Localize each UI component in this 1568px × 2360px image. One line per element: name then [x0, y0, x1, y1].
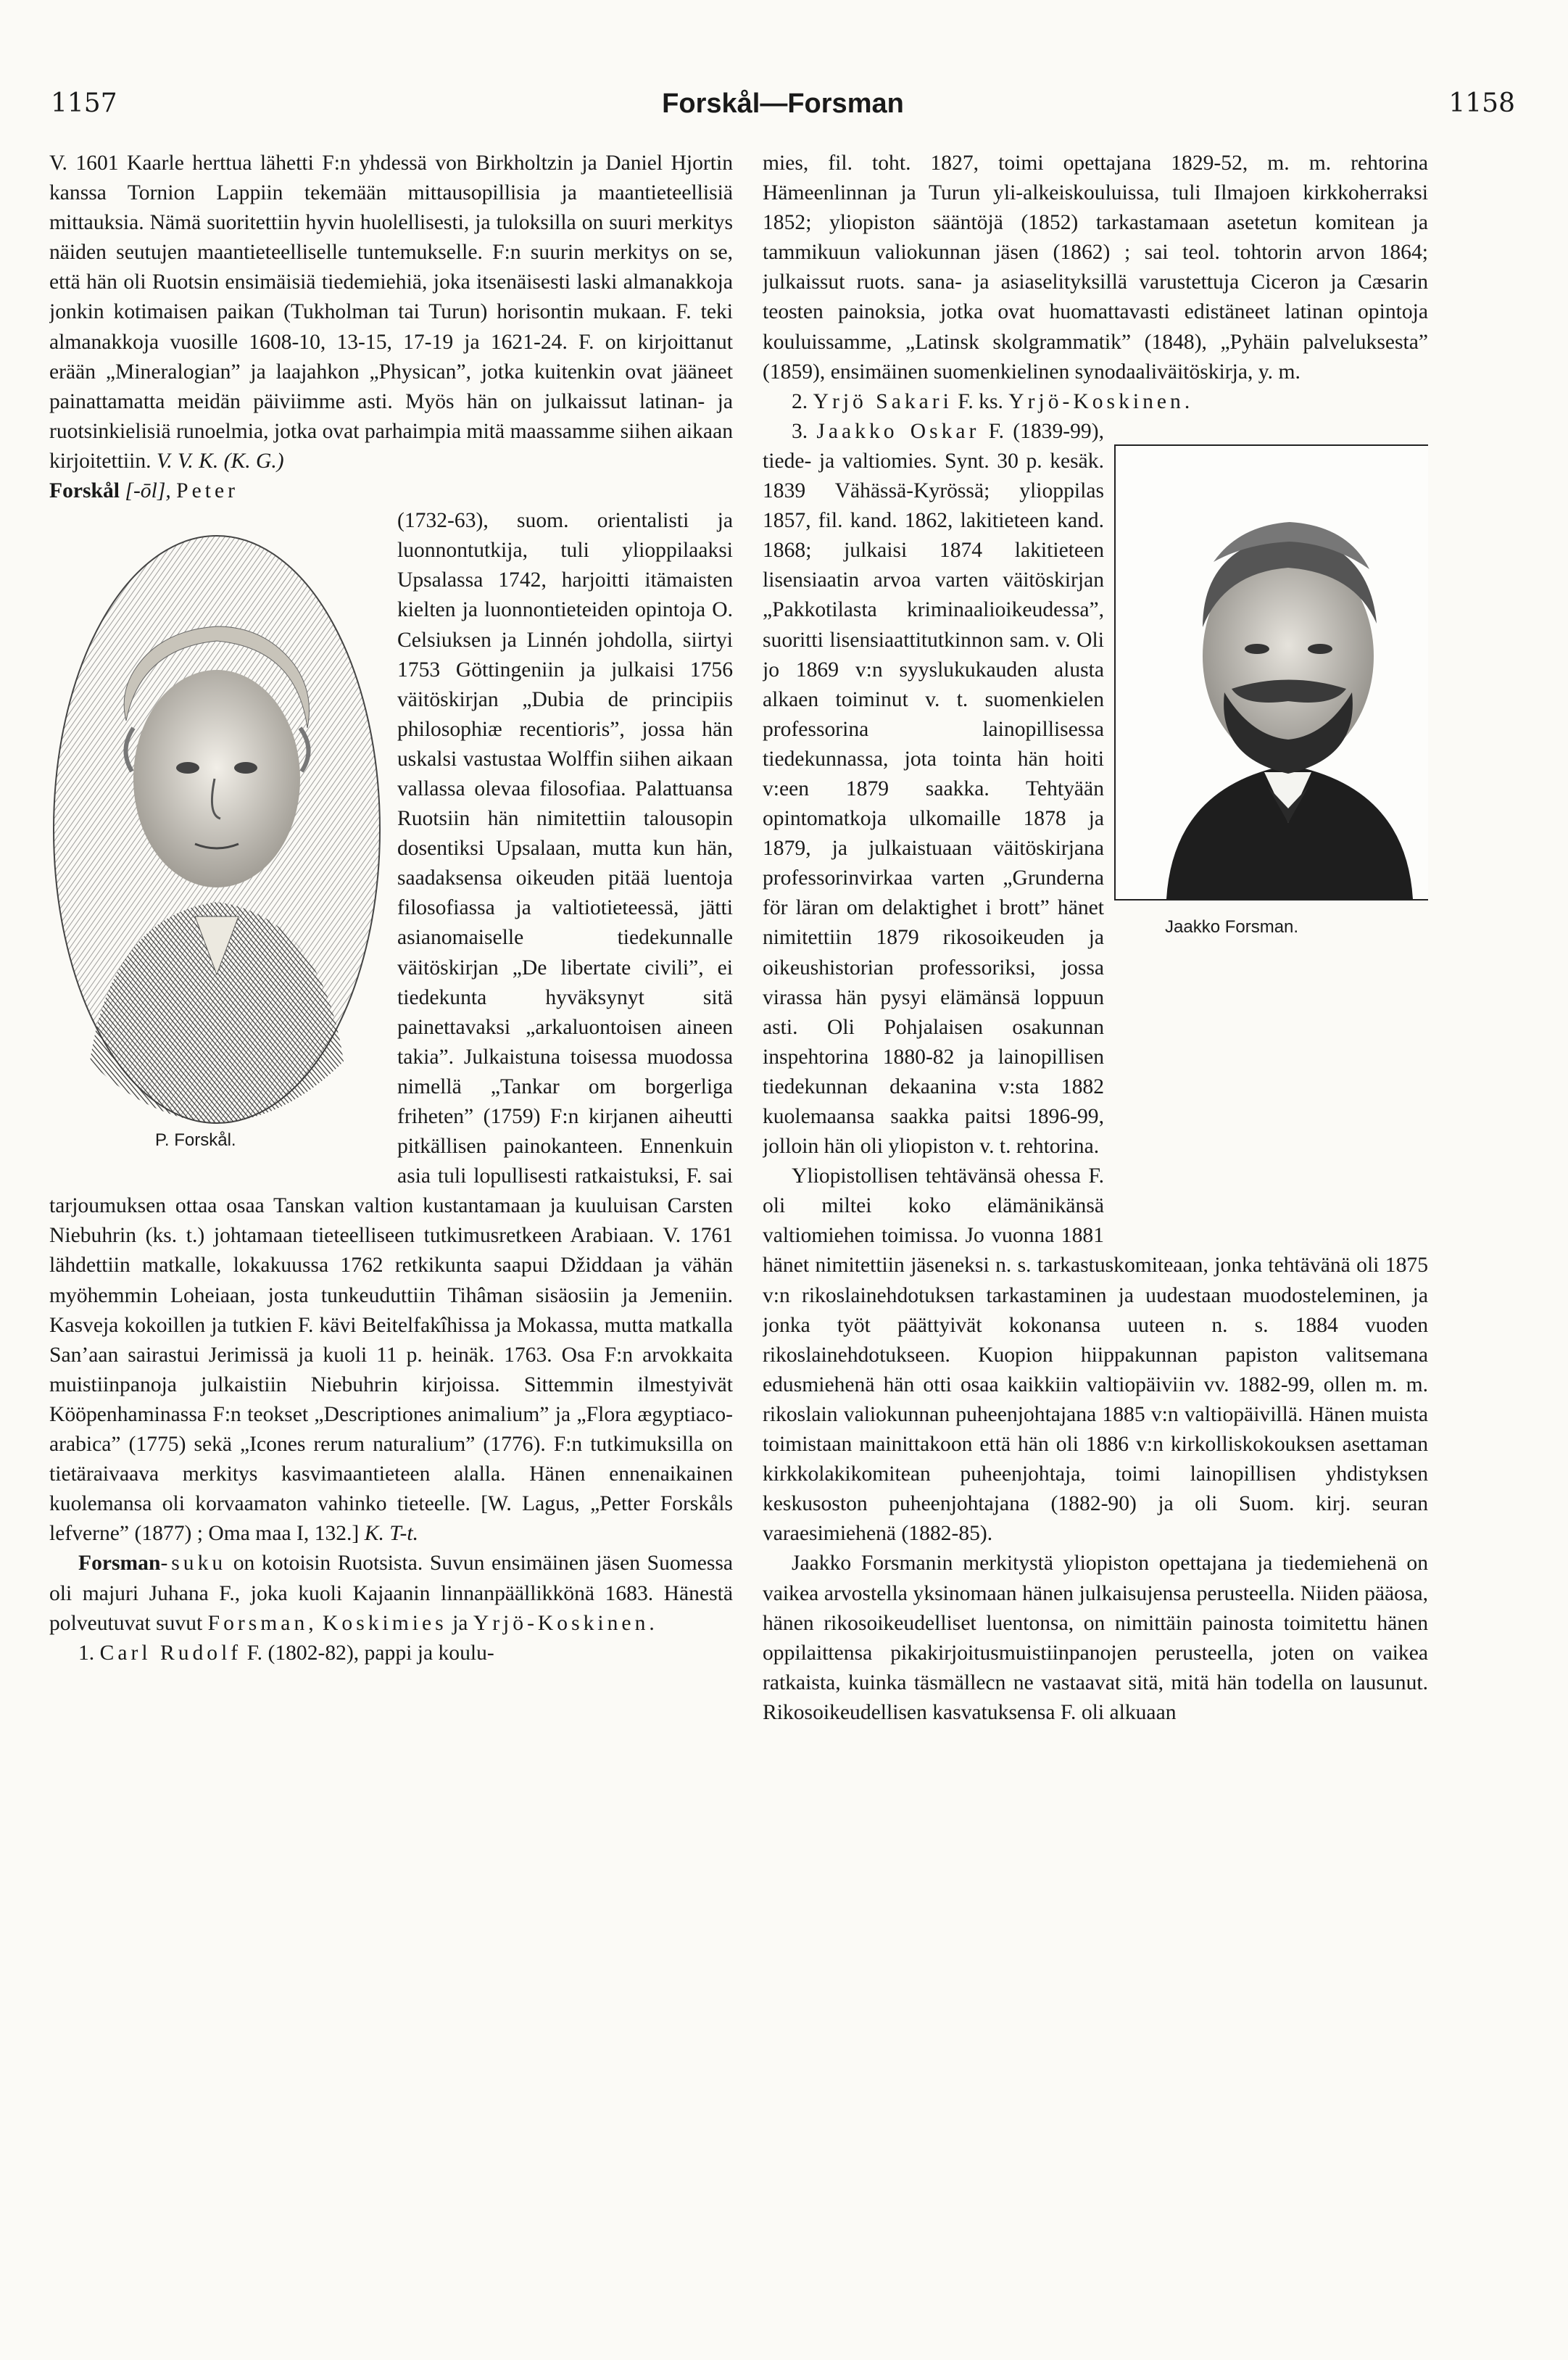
- jaakko-forsman-photo: [1114, 444, 1428, 1235]
- right-column: [763, 149, 1428, 2331]
- entry-jaakko-oskar: 3. Jaakko Oskar F. (1839-99), tiede- ja valtiomies. Synt. 30 p. kesäk. 1839 Vähässä-Kyrössä; ylioppilas 1857, fil. kand. 1862, lakitieteen kand. 1868; julkaisi 1874 lakitieteen lisensiaatin arvoa varten väitöskirjan „Pakkotilasta kriminaalioikeudessa”, suoritti lisensiaattitutkinnon sam. v. Oli jo 1869 v:n syyslukukauden alusta alkaen toiminut v. t. suomenkielen professorina lainopillisessa tiedekunnassa, jota tointa hän hoiti v:een 1879 saakka. Tehtyään opintomatkoja ulkomaille 1878 ja 1879, ja julkaistuaan väitöskirjana professorinvirkaa varten „Grunderna för läran om delaktighet i brott” hänet nimitettiin 1879 rikosoikeuden ja oikeushistorian professoriksi, jossa virassa hän pysyi elämänsä loppuun asti. Oli Pohjalaisen osakunnan inspehtorina 1880-82 ja lainopillisen tiedekunnan dekaanina v:sta 1882 kuolemaansa saakka paitsi 1896-99, jolloin hän oli yliopiston v. t. rehtorina.: [763, 419, 1104, 1159]
- entry-forskal-body: (1732-63), suom. orientalisti ja luonnontutkija, tuli ylioppilaaksi Upsalassa 1742, harjoitti itämaisten kielten ja luonnontieteiden opintoja O. Celsiuksen ja Linnén johdolla, siirtyi 1753 Göttingeniin ja julkaisi 1756 väitöskirjan „Dubia de principiis philosophiæ recentioris”, jossa hän uskalsi vastustaa Wolffin siihen aikaan vallassa olevaa filosofiaa. Palattuansa Ruotsiin hän nimitettiin talousopin dosentiksi Upsalaan, mutta kun hän, saadaksensa oikeuden pitää luentoja filosofiassa ja valtiotieteessä, jätti asianomaiselle tiedekunnalle väitöskirjan „De libertate civili”, ei tiedekunta hyväksynyt sitä painettavaksi „arkaluontoisen aineen takia”. Julkaistuna toisessa muodossa nimellä „Tankar om borgerliga friheten” (1759) F:n kirjanen aiheutti pitkällisen painokanteen. Ennenkuin asia tuli lopullisesti ratkaistuksi, F. sai tarjoumuksen ottaa osaa Tanskan valtion kustantamaan ja kuuluisan Carsten Niebuhrin (ks. t.) johtamaan tieteelliseen tutkimusretkeen Arabiaan. V. 1761 lähdettiin matkalle, lokakuussa 1762 retkikunta saapui Džiddaan ja vähän myöhemmin Loheiaan, josta tunkeuduttiin Tihâman sisäosiin ja Jemeniin. Kasveja kokoillen ja tutkien F. kävi Beitelfakîhissa ja Mokassa, mutta matkalla San’aan sairastui Jerimissä ja kuoli 11 p. heinäk. 1763. Osa F:n arvokkaita muistiinpanoja julkaistiin Niebuhrin kirjoissa. Sittemmin ilmestyivät Kööpenhaminassa F:n teokset „Descriptiones animalium” ja „Flora ægyptiaco-arabica” (1775) sekä „Icones rerum naturalium” (1776). F:n tutkimuksilla on tietäraivaava merkitys kasvimaantieteen alalla. Hänen ennenaikainen kuolemansa oli korvaamaton vahinko tieteelle. [W. Lagus, „Petter Forskåls lefverne” (1877) ; Oma maa I, 132.] K. T-t.: [49, 509, 733, 1546]
- left-column: [49, 149, 733, 2331]
- portrait-caption: P. Forskål.: [155, 1130, 236, 1151]
- signature: V. V. K. (K. G.): [156, 449, 284, 473]
- paragraph: V. 1601 Kaarle herttua lähetti F:n yhdessä von Birkholtzin ja Daniel Hjortin kanssa Tornion Lappiin tekemään mittausopillisia ja maantieteellisiä mittauksia. Nämä suoritettiin hyvin huolellisesti, ja tuloksilla on suuri merkitys näiden seutujen maantieteelliselle tuntemukselle. F:n suurin merkitys on se, että hän oli Ruotsin ensimäisiä tiedemiehiä, joka itsenäisesti laski almanakkoja jonkin kotimaisen paikan (Tukholman tai Turun) horisontin mukaan. F. teki almanakkoja vuosille 1608-10, 13-15, 17-19 ja 1621-24. F. on kirjoittanut erään „Mineralogian” ja laajahkon „Physican”, jotka kuitenkin ovat jääneet painattamatta meidän päiviimme asti. Myös hän on julkaissut latinan- ja ruotsinkielisiä runoelmia, jotka ovat parhaimpia mitä maassamme siihen aikaan kirjoitettiin. V. V. K. (K. G.): [49, 152, 733, 473]
- paragraph: Jaakko Forsmanin merkitystä yliopiston opettajana ja tiedemiehenä on vaikea arvostella yksinomaan hänen julkaisujensa perusteella. Niiden pääosa, hänen rikosoikeudelliset luentonsa, on nimittäin painosta toimitettu hänen oppilaittensa pikakirjoitusmuistiinpanojen perusteella, joten on vaikea ratkaista, kuinka täsmällecn ne vastaavat sitä, mitä hän todella on lausunut. Rikosoikeudellisen kasvatuksensa F. oli alkuaan: [763, 1552, 1428, 1724]
- entry-forsman-suku: Forsman-suku on kotoisin Ruotsista. Suvun ensimäinen jäsen Suomessa oli majuri Juhana F., joka kuoli Kajaanin linnanpäällikkönä 1683. Hänestä polveutuvat suvut Forsman, Koskimies ja Yrjö-Koskinen.: [49, 1552, 733, 1635]
- entry-forskal: Forskål [-ōl], Peter: [49, 479, 238, 503]
- headword: Forskål: [49, 479, 120, 503]
- photo-caption: Jaakko Forsman.: [1165, 916, 1299, 937]
- paragraph: Yliopistollisen tehtävänsä ohessa F. oli miltei koko elämänikänsä valtiomiehen toimissa. Jo vuonna 1881 hänet nimitettiin jäseneksi n. s. tarkastuskomiteaan, jonka tehtävänä oli 1875 v:n rikoslainehdotuksen tarkastaminen ja uudestaan muodosteleminen, ja jonka työt päättyivät kokonansa uuteen n. s. 1884 vuoden rikoslainehdotukseen. Kuopion hiippakunnan papiston valitsemana edusmiehenä hän otti osaa kaikkiin valtiopäiviin vv. 1882-99, ollen m. m. rikoslain valiokunnan puheenjohtajana 1885 v:n valtiopäivillä. Hänen muista toimistaan mainittakoon että hän oli 1886 v:n kirkolliskokouksen asettaman kirkkolakikomitean puheenjohtaja, toimi lainopillisen yhdistyksen keskusoston puheenjohtajana (1882-90) ja oli Suom. kirj. seuran varaesimiehenä (1882-85).: [763, 1164, 1428, 1546]
- photographic-portrait-icon: [1116, 446, 1428, 899]
- entry-carl-rudolf: 1. Carl Rudolf F. (1802-82), pappi ja koulu-: [78, 1641, 494, 1665]
- entry-yrjo-sakari: 2. Yrjö Sakari F. ks. Yrjö-Koskinen.: [792, 389, 1194, 413]
- page-header: [51, 88, 1515, 132]
- headword: Forsman: [78, 1552, 161, 1576]
- engraved-portrait-icon: [49, 510, 387, 1134]
- paragraph: mies, fil. toht. 1827, toimi opettajana 1829-52, m. m. rehtorina Hämeenlinnan ja Turun yli-alkeiskouluissa, tuli Ilmajoen kirkkoherraksi 1852; yliopiston sääntöjä (1852) tarkastamaan asetetun komitean ja tammikuun valiokunnan jäsen (1862) ; sai teol. tohtorin arvon 1864; julkaissut ruots. sana- ja asiaselityksillä varustettuja Ciceron ja Cæsarin teosten painoksia, jotka ovat huomattavasti edistäneet latinan opintoja kouluissamme, „Latinsk skolgrammatik” (1848), „Pyhäin palveluksesta” (1859), ensimäinen suomenkielinen synodaaliväitöskirja, y. m.: [763, 152, 1428, 384]
- running-title: Forskål—Forsman: [662, 88, 904, 119]
- forskal-portrait: [49, 510, 387, 1163]
- page-number-right: 1158: [1448, 88, 1515, 118]
- page-number-left: 1157: [51, 88, 117, 118]
- signature: K. T-t.: [364, 1522, 418, 1546]
